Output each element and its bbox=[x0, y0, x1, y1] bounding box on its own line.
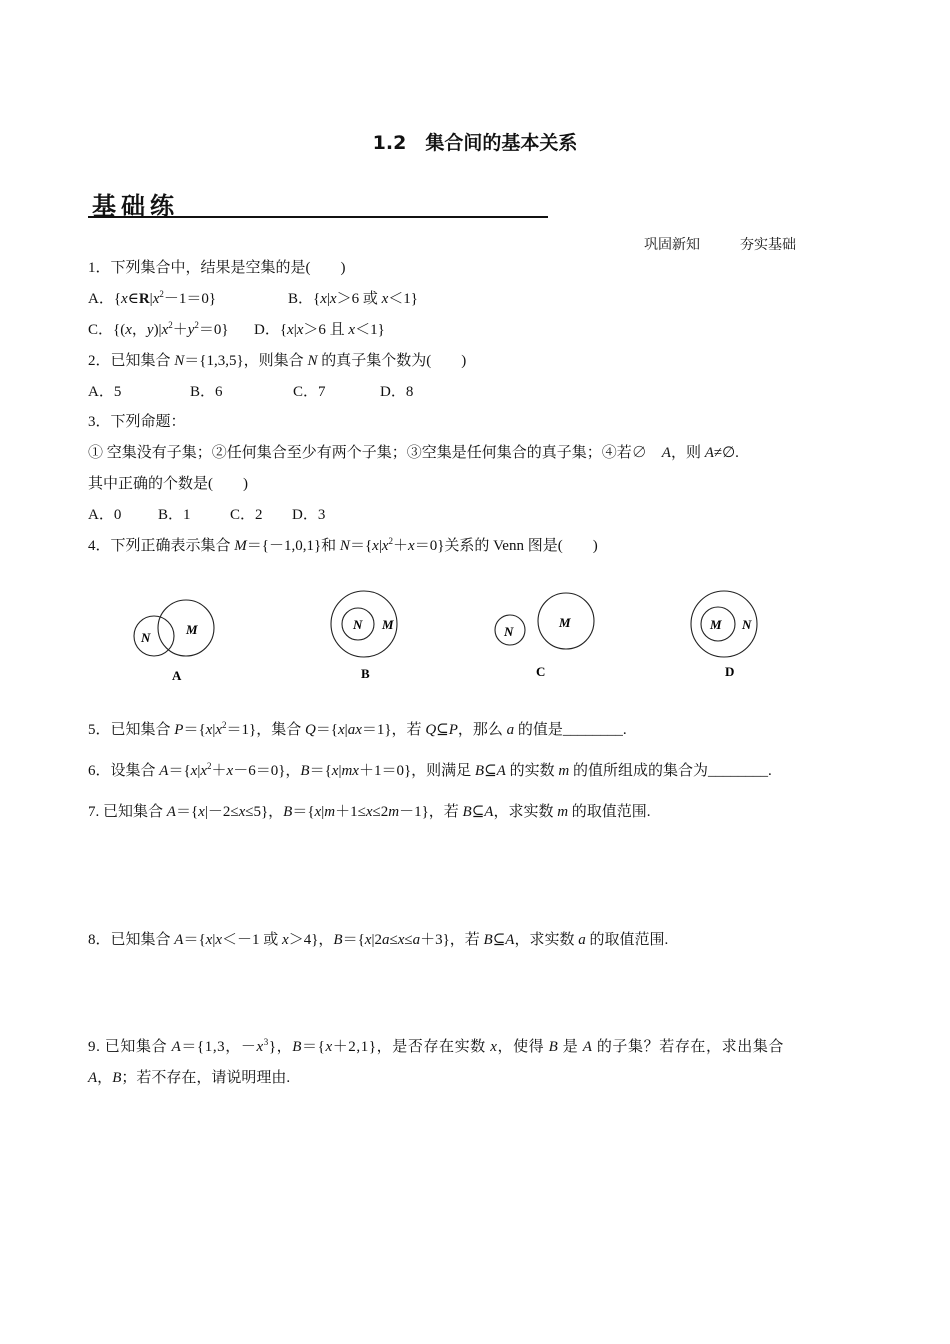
q6-stem: 6．设集合 $A=\{x|x^2+x-6=0\}$，B＝{x|mx＋1＝0}，则满足 B⊆A 的实数 m 的值所组成的集合为________. bbox=[88, 761, 772, 779]
venn-option-a bbox=[134, 600, 214, 683]
venn-d-set-m: M bbox=[710, 617, 722, 632]
q2-option-a: A．5 bbox=[88, 384, 122, 400]
venn-a-label: A bbox=[172, 668, 182, 683]
venn-d-set-n: N bbox=[742, 617, 752, 632]
q9-stem-line1: 9. 已知集合 A＝{1,3，$-x^3$}，B＝{x＋2,1}，是否存在实数 x，使得 B 是 A 的子集？若存在，求出集合 bbox=[88, 1037, 785, 1055]
venn-a-set-n: N bbox=[141, 630, 151, 645]
venn-d-label: D bbox=[725, 664, 735, 679]
slogan-right: 夯实基础 bbox=[740, 237, 796, 253]
venn-c-set-m: M bbox=[559, 615, 571, 630]
q3-items: ① 空集没有子集；②任何集合至少有两个子集；③空集是任何集合的真子集；④若∅ A，则 A≠∅. bbox=[88, 445, 739, 461]
q9-stem-line2: A，B；若不存在，请说明理由. bbox=[88, 1070, 291, 1086]
section-heading bbox=[88, 188, 548, 218]
venn-b-set-n: N bbox=[353, 617, 363, 632]
q3-option-b: B．1 bbox=[158, 507, 191, 523]
venn-option-d bbox=[691, 591, 757, 679]
q1-stem: 1．下列集合中，结果是空集的是( ) bbox=[88, 260, 346, 276]
q3-option-d: D．3 bbox=[292, 507, 326, 523]
q2-option-b: B．6 bbox=[190, 384, 223, 400]
page-title: 1.2 集合间的基本关系 bbox=[372, 132, 578, 154]
q4-stem: 4．下列正确表示集合 M＝{－1,0,1}和 $N=\{x|x^2+x=0\}$关系的 Venn 图是( ) bbox=[88, 536, 598, 554]
q8-stem: 8．已知集合 A＝{x|x＜－1 或 x＞4}，B＝{x|2a≤x≤a＋3}，若 B⊆A，求实数 a 的取值范围. bbox=[88, 932, 669, 948]
venn-option-c bbox=[495, 593, 594, 679]
q2-stem: 2．已知集合 N＝{1,3,5}，则集合 N 的真子集个数为( ) bbox=[88, 353, 467, 369]
q1-option-c: C．{(x，$y)|x^2+y^2=0$} bbox=[88, 320, 229, 338]
q1-option-d: D．{x|x＞6 且 x＜1} bbox=[254, 322, 385, 338]
venn-b-label: B bbox=[361, 666, 370, 681]
q3-stem: 3．下列命题： bbox=[88, 414, 186, 430]
q2-option-c: C．7 bbox=[293, 384, 326, 400]
q3-question: 其中正确的个数是( ) bbox=[88, 476, 248, 492]
q2-option-d: D．8 bbox=[380, 384, 414, 400]
venn-c-set-n: N bbox=[504, 624, 514, 639]
venn-c-label: C bbox=[536, 664, 546, 679]
q1-option-a: A．$\{x\in R|x^2-1=0\}$ bbox=[88, 289, 217, 307]
q7-stem: 7. 已知集合 A＝{x|－2≤x≤5}，B＝{x|m＋1≤x≤2m－1}，若 B⊆A，求实数 m 的取值范围. bbox=[88, 804, 651, 820]
q3-option-c: C．2 bbox=[230, 507, 263, 523]
venn-diagrams bbox=[100, 578, 780, 688]
q1-option-b: B．{x|x＞6 或 x＜1} bbox=[288, 291, 418, 307]
q5-stem: 5．已知集合 $P=\{x|x^2=1\}$，集合 Q＝{x|ax＝1}，若 Q⊆P，那么 a 的值是________. bbox=[88, 720, 627, 738]
slogan-left: 巩固新知 bbox=[644, 237, 700, 253]
section-heading-text: 基础练 bbox=[92, 192, 179, 220]
q3-option-a: A．0 bbox=[88, 507, 122, 523]
venn-option-b bbox=[331, 591, 397, 681]
venn-b-set-m: M bbox=[382, 617, 394, 632]
venn-a-set-m: M bbox=[186, 622, 198, 637]
